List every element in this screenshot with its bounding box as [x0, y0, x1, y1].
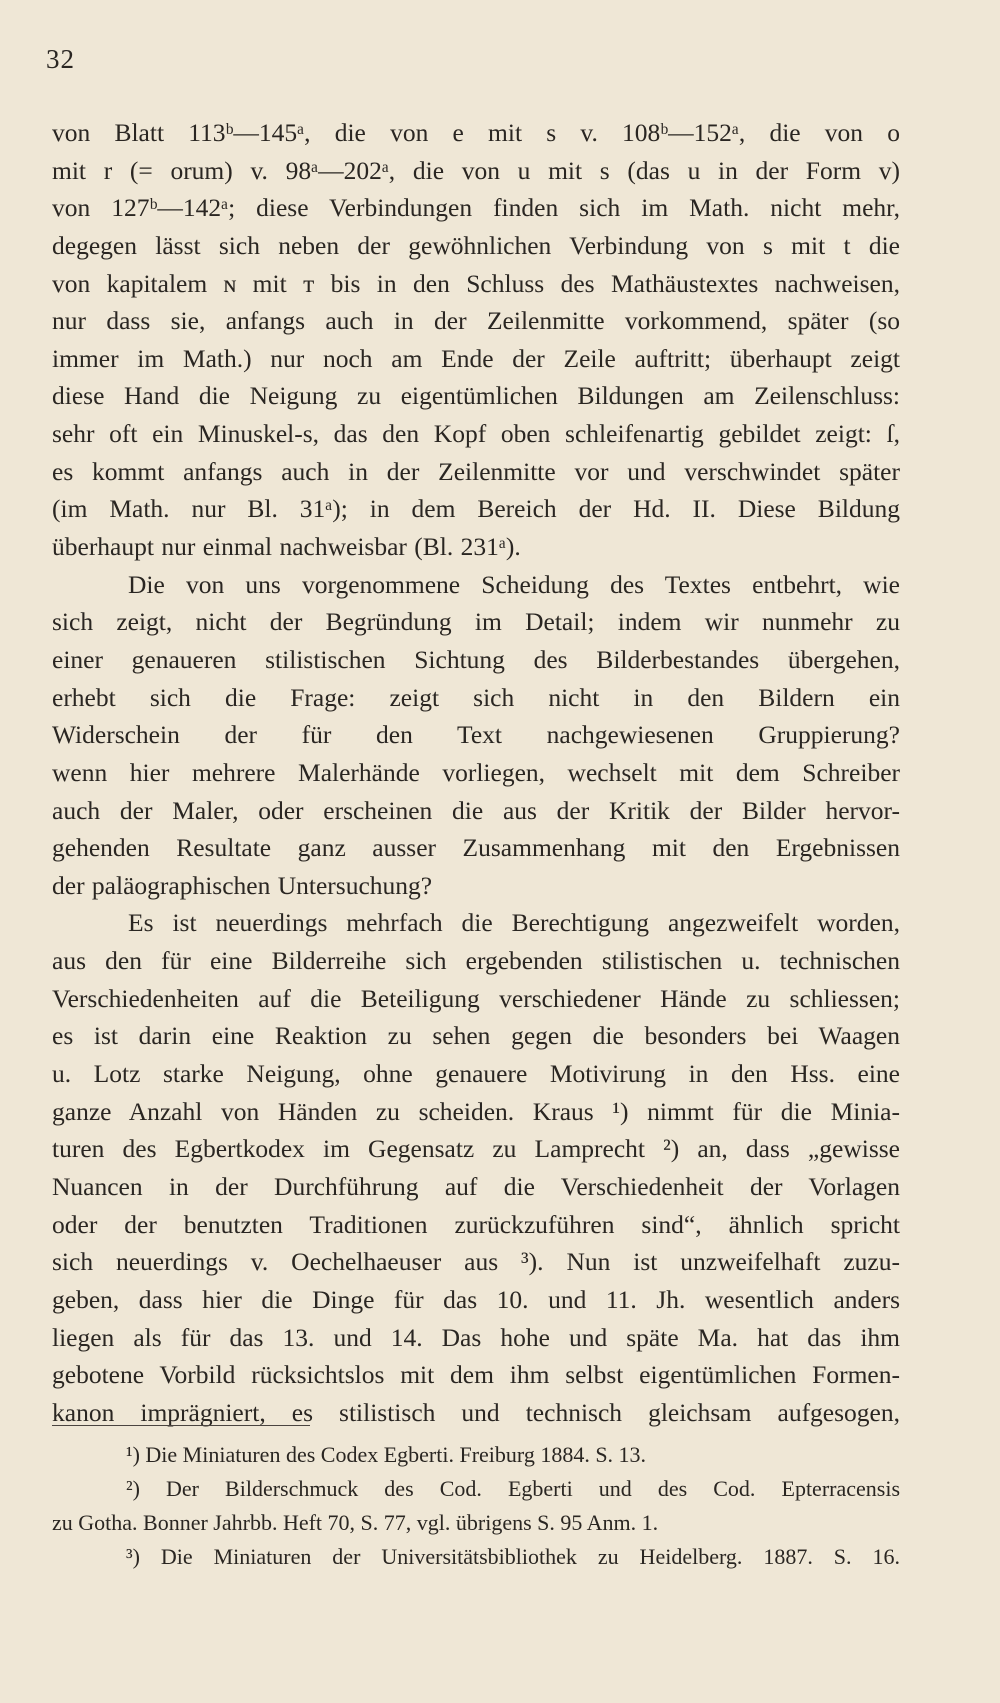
text-line: geben, dass hier die Dinge für das 10. und 11. Jh. wesentlich anders [52, 1284, 900, 1314]
text-line: gebotene Vorbild rücksichtslos mit dem ihm selbst eigentümlichen Formen- [52, 1360, 900, 1390]
text-line: immer im Math.) nur noch am Ende der Zeile auftritt; überhaupt zeigt [52, 343, 900, 373]
text-line: wenn hier mehrere Malerhände vorliegen, wechselt mit dem Schreiber [52, 757, 900, 787]
text-line: gehenden Resultate ganz ausser Zusammenhang mit den Ergebnissen [52, 833, 900, 863]
text-line: Es ist neuerdings mehrfach die Berechtigung angezweifelt worden, [128, 908, 900, 938]
text-line: liegen als für das 13. und 14. Das hohe und späte Ma. hat das ihm [52, 1322, 900, 1352]
text-line: diese Hand die Neigung zu eigentümlichen Bildungen am Zeilenschluss: [52, 381, 900, 411]
text-line: sehr oft ein Minuskel-s, das den Kopf oben schleifenartig gebildet zeigt: ſ, [52, 419, 900, 449]
text-line: erhebt sich die Frage: zeigt sich nicht in den Bildern ein [52, 682, 900, 712]
footnotes [52, 1438, 900, 1574]
text-line: nur dass sie, anfangs auch in der Zeilenmitte vorkommend, später (so [52, 306, 900, 336]
text-line: mit r (= orum) v. 98ᵃ—202ᵃ, die von u mit s (das u in der Form v) [52, 155, 900, 185]
footnote-line: ²) Der Bilderschmuck des Cod. Egberti und des Cod. Epterracensis [126, 1476, 900, 1501]
text-line: auch der Maler, oder erscheinen die aus der Kritik der Bilder hervor- [52, 795, 900, 825]
text-line: Verschiedenheiten auf die Beteiligung verschiedener Hände zu schliessen; [52, 983, 900, 1013]
text-line: es ist darin eine Reaktion zu sehen gegen die besonders bei Waagen [52, 1021, 900, 1051]
text-line: sich zeigt, nicht der Begründung im Detail; indem wir nunmehr zu [52, 607, 900, 637]
text-line: von Blatt 113ᵇ—145ᵃ, die von e mit s v. 108ᵇ—152ᵃ, die von o [52, 118, 900, 147]
text-line: aus den für eine Bilderreihe sich ergebenden stilistischen u. technischen [52, 946, 900, 976]
footnote-separator [52, 1425, 310, 1426]
text-line: (im Math. nur Bl. 31ᵃ); in dem Bereich der Hd. II. Diese Bildung [52, 494, 900, 524]
text-line: kanon imprägniert, es stilistisch und technisch gleichsam aufgesogen, [52, 1397, 900, 1427]
footnote-line: zu Gotha. Bonner Jahrbb. Heft 70, S. 77, vgl. übrigens S. 95 Anm. 1. [52, 1510, 659, 1535]
text-line: überhaupt nur einmal nachweisbar (Bl. 231ᵃ). [52, 532, 521, 562]
text-line: u. Lotz starke Neigung, ohne genauere Motivirung in den Hss. eine [52, 1059, 900, 1089]
text-line: sich neuerdings v. Oechelhaeuser aus ³). Nun ist unzweifelhaft zuzu- [52, 1247, 900, 1277]
text-line: Nuancen in der Durchführung auf die Verschiedenheit der Vorlagen [52, 1171, 900, 1201]
text-line: Die von uns vorgenommene Scheidung des Textes entbehrt, wie [128, 569, 900, 599]
body-text [52, 114, 900, 1431]
text-line: von kapitalem ɴ mit ᴛ bis in den Schluss des Mathäustextes nachweisen, [52, 268, 900, 298]
footnote-line: ³) Die Miniaturen der Universitätsbibliothek zu Heidelberg. 1887. S. 16. [126, 1544, 900, 1569]
text-line: ganze Anzahl von Händen zu scheiden. Kraus ¹) nimmt für die Minia- [52, 1096, 900, 1126]
text-line: turen des Egbertkodex im Gegensatz zu Lamprecht ²) an, dass „gewisse [52, 1134, 900, 1164]
text-line: der paläographischen Untersuchung? [52, 870, 433, 900]
page-number: 32 [46, 44, 75, 74]
text-line: es kommt anfangs auch in der Zeilenmitte vor und verschwindet später [52, 456, 900, 486]
text-line: einer genaueren stilistischen Sichtung des Bilderbestandes übergehen, [52, 644, 900, 674]
text-line: Widerschein der für den Text nachgewiesenen Gruppierung? [52, 720, 900, 750]
text-line: degegen lässt sich neben der gewöhnlichen Verbindung von s mit t die [52, 230, 900, 260]
text-line: oder der benutzten Traditionen zurückzuführen sind“, ähnlich spricht [52, 1209, 900, 1239]
footnote-line: ¹) Die Miniaturen des Codex Egberti. Freiburg 1884. S. 13. [126, 1442, 647, 1467]
text-line: von 127ᵇ—142ᵃ; diese Verbindungen finden sich im Math. nicht mehr, [52, 193, 900, 223]
